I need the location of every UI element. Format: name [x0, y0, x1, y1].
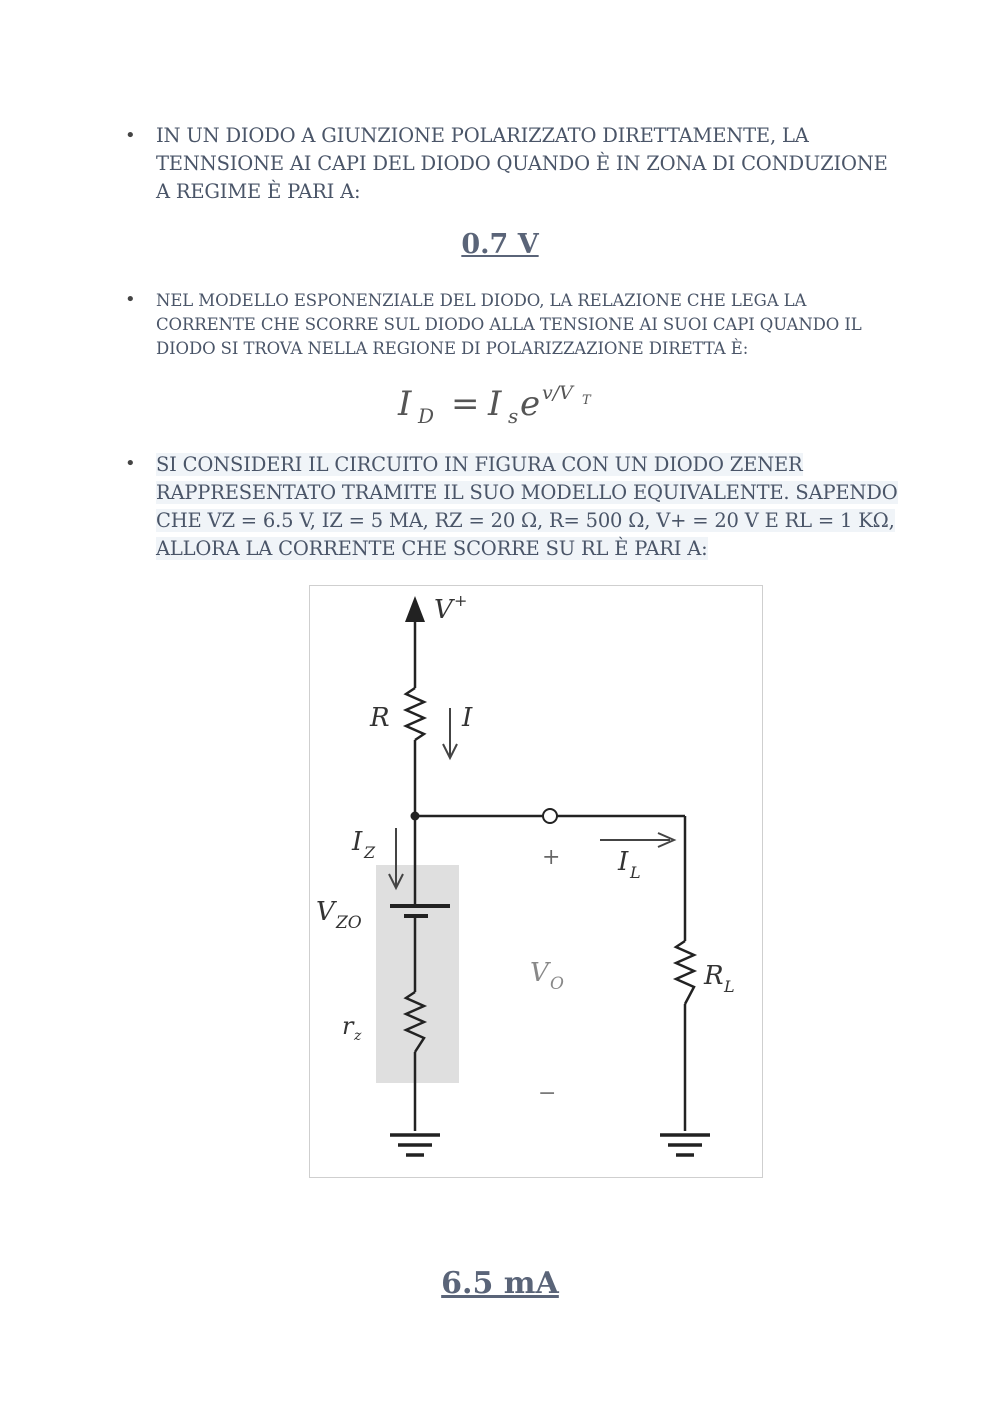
label-iz: I — [352, 827, 363, 857]
label-rz-sub: z — [354, 1028, 362, 1044]
bullet-2: • — [125, 289, 136, 310]
label-il-sub: L — [630, 863, 641, 882]
label-minus: − — [538, 1081, 557, 1106]
output-terminal — [543, 809, 557, 823]
resistor-r — [406, 688, 424, 740]
question-3-highlight: SI CONSIDERI IL CIRCUITO IN FIGURA CON UN DIODO ZENER RAPPRESENTATO TRAMITE IL SUO MODELLO EQUIVALENTE. SAPENDO CHE VZ = 6.5 V, IZ = 5 MA, RZ = 20 Ω, R= 500 Ω, V+ = 20 V E RL = 1 KΩ, ALLORA LA CORRENTE CHE SCORRE SU RL È PARI A: — [156, 453, 898, 560]
zener-circuit-figure — [309, 585, 763, 1178]
label-vzo: V — [316, 897, 335, 927]
label-rl-sub: L — [724, 977, 735, 996]
label-rz: r — [342, 1012, 354, 1040]
formula-id: I — [398, 384, 412, 424]
label-r: R — [370, 703, 390, 733]
label-il: I — [618, 847, 629, 877]
label-rl: R — [704, 961, 724, 991]
formula-equals: = — [451, 384, 480, 424]
bullet-1: • — [125, 125, 136, 146]
vplus-arrowhead — [405, 596, 425, 622]
circuit-diagram — [310, 586, 762, 1177]
label-vo: V — [530, 958, 549, 988]
formula-e: e — [520, 384, 541, 424]
label-i: I — [462, 703, 473, 733]
question-1-text: IN UN DIODO A GIUNZIONE POLARIZZATO DIRETTAMENTE, LA TENNSIONE AI CAPI DEL DIODO QUANDO È IN ZONA DI CONDUZIONE A REGIME È PARI A: — [156, 124, 888, 203]
label-iz-sub: Z — [364, 843, 376, 862]
formula-is-sub: s — [508, 404, 519, 428]
formula-exp: v/V — [542, 382, 573, 404]
formula-exponential-diode — [396, 381, 616, 431]
label-vplus: V — [434, 595, 453, 625]
question-2-text: NEL MODELLO ESPONENZIALE DEL DIODO, LA RELAZIONE CHE LEGA LA CORRENTE CHE SCORRE SUL DIODO ALLA TENSIONE AI SUOI CAPI QUANDO IL DIODO SI TROVA NELLA REGIONE DI POLARIZZAZIONE DIRETTA È: — [156, 291, 862, 358]
junction-node — [411, 812, 420, 821]
formula-id-sub: D — [418, 404, 435, 428]
label-vo-sub: O — [550, 974, 564, 994]
label-plus: + — [542, 845, 561, 870]
label-vplus-sup: + — [454, 591, 468, 610]
formula-exp-sub: T — [582, 393, 591, 408]
label-vzo-sub: ZO — [336, 913, 362, 933]
resistor-rl — [676, 941, 694, 1004]
question-3-text — [156, 451, 901, 563]
answer-1: 0.7 V — [461, 229, 539, 260]
answer-3: 6.5 mA — [441, 1266, 559, 1301]
bullet-3: • — [125, 453, 136, 474]
formula-is: I — [488, 384, 502, 424]
